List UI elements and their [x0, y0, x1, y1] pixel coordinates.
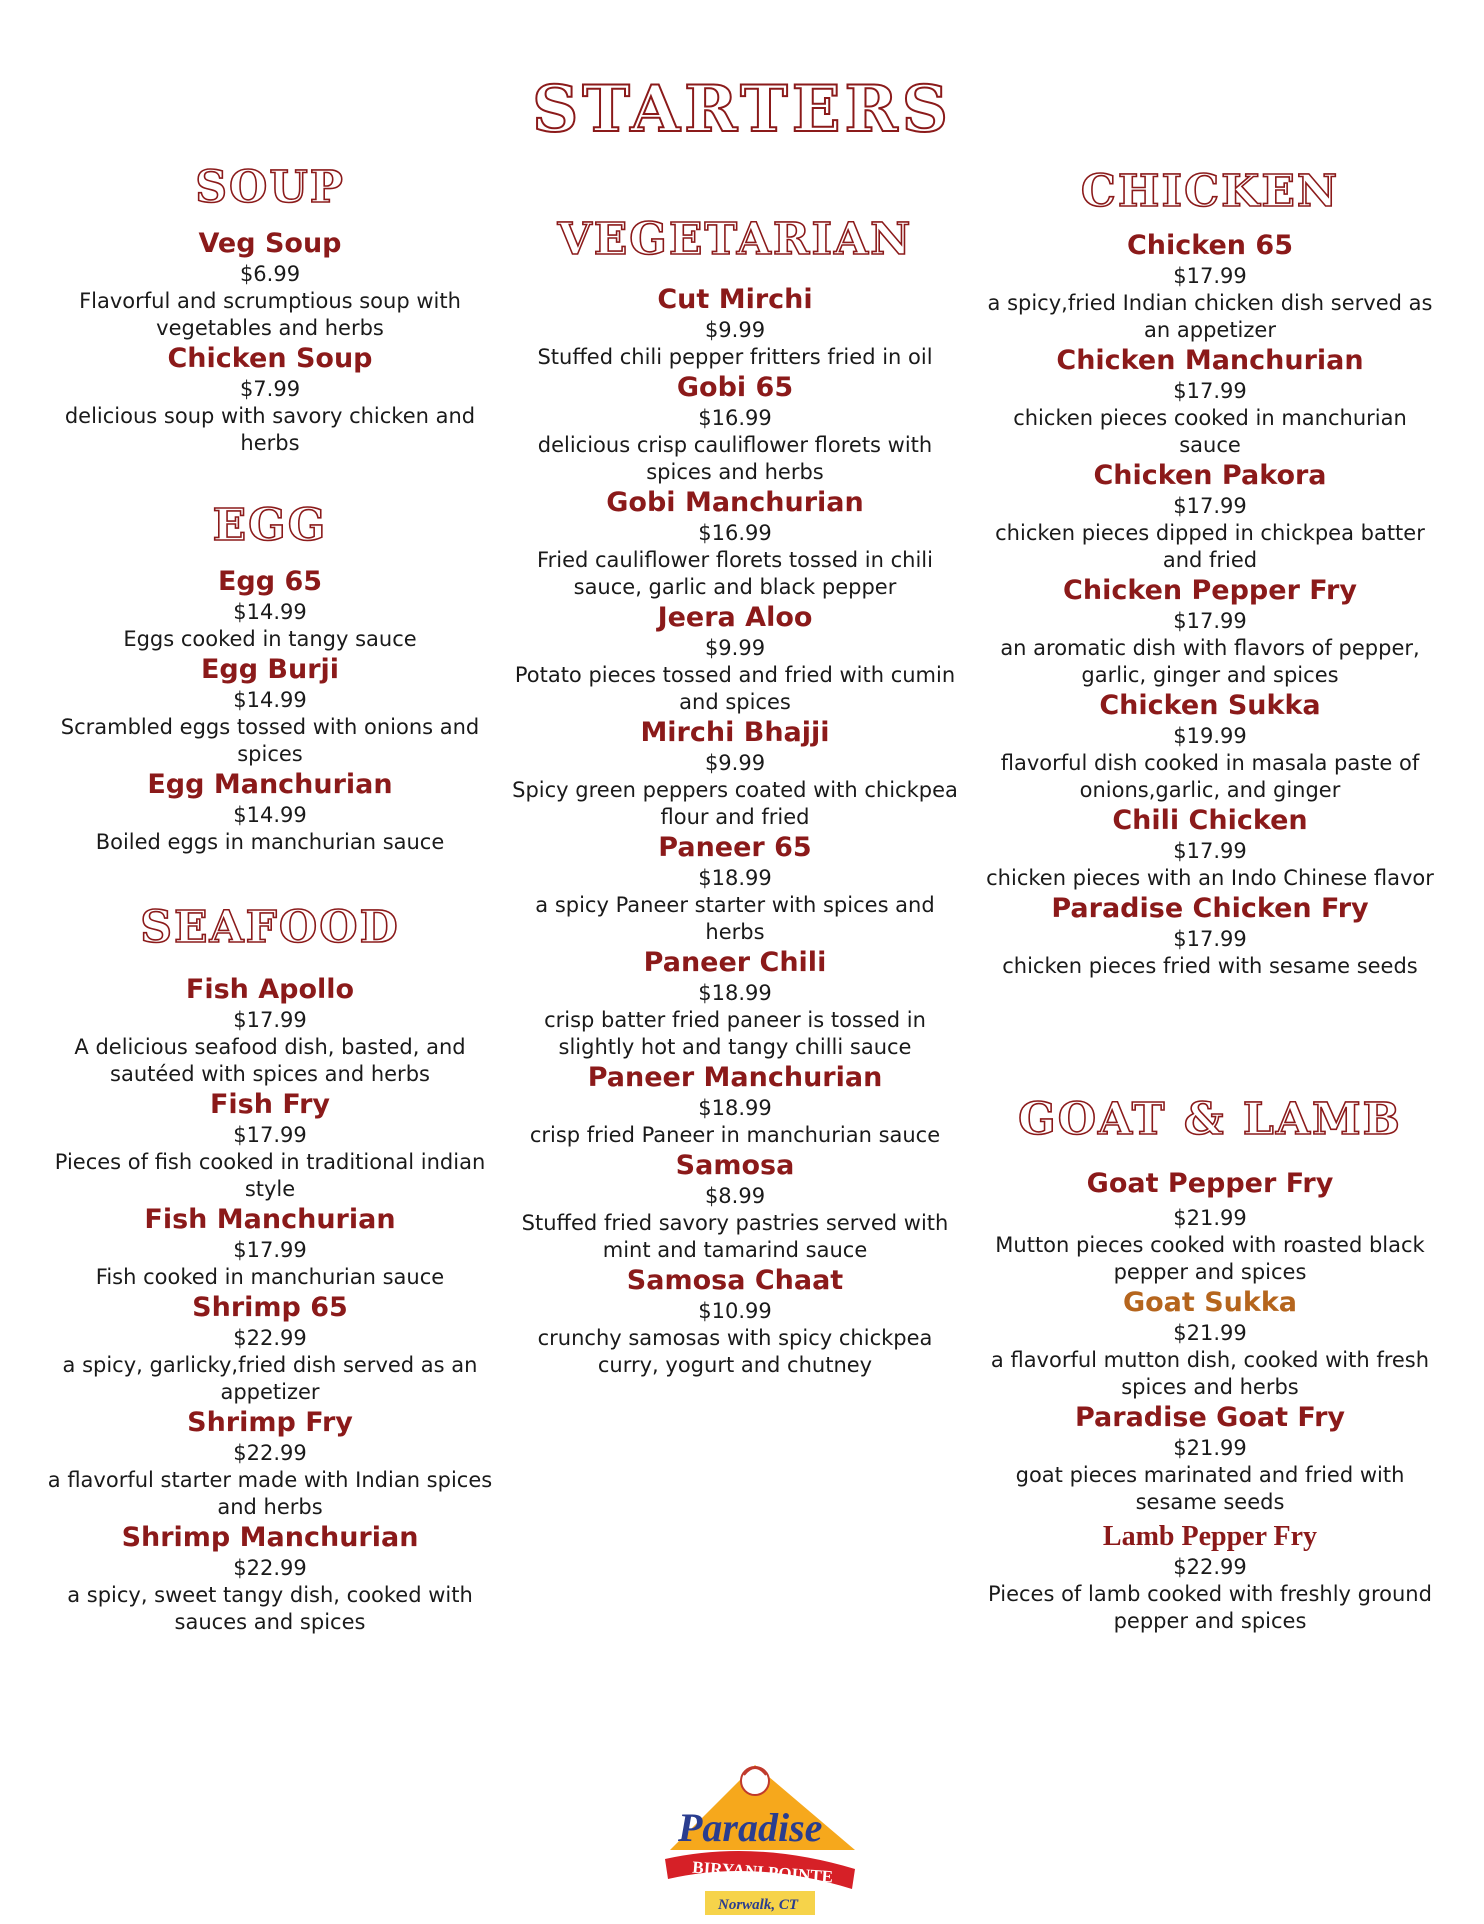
menu-item — [40, 973, 500, 1088]
menu-item — [40, 1088, 500, 1203]
soup-section — [40, 162, 500, 457]
item-desc: Boiled eggs in manchurian sauce — [95, 830, 445, 854]
item-price: $7.99 — [239, 377, 301, 401]
item-desc: Stuffed fried savory pastries served with mint and tamarind sauce — [521, 1211, 949, 1262]
item-price: $17.99 — [1173, 609, 1247, 633]
item-desc: crisp fried Paneer in manchurian sauce — [529, 1123, 941, 1147]
svg-text:Norwalk, CT: Norwalk, CT — [718, 1897, 799, 1913]
item-desc: Spicy green peppers coated with chickpea flour and fried — [512, 778, 958, 829]
item-name: Shrimp 65 — [192, 1292, 348, 1323]
menu-item — [40, 1521, 500, 1636]
svg-text:BIRYANI POINTE: BIRYANI POINTE — [691, 1857, 834, 1887]
restaurant-logo — [640, 1755, 870, 1920]
item-price: $17.99 — [233, 1008, 307, 1032]
item-name: Samosa — [675, 1150, 795, 1181]
item-desc: Pieces of lamb cooked with freshly ground pepper and spices — [988, 1582, 1432, 1633]
menu-item — [40, 1406, 500, 1521]
item-name: Shrimp Fry — [187, 1407, 353, 1438]
item-desc: an aromatic dish with flavors of pepper, garlic, ginger and spices — [1000, 636, 1420, 687]
item-price: $21.99 — [1173, 1206, 1247, 1230]
item-name: Paneer Chili — [643, 947, 827, 978]
seafood-section — [40, 902, 500, 1636]
item-price: $14.99 — [233, 600, 307, 624]
menu-item — [500, 831, 970, 946]
item-price: $8.99 — [704, 1184, 766, 1208]
item-name: Samosa Chaat — [626, 1265, 844, 1296]
item-desc: delicious crisp cauliflower florets with spices and herbs — [537, 433, 933, 484]
item-name: Cut Mirchi — [657, 284, 813, 315]
item-desc: a spicy, garlicky,fried dish served as an appetizer — [62, 1353, 478, 1404]
item-name: Fish Apollo — [185, 974, 355, 1005]
soup-title: SOUP — [195, 162, 345, 213]
menu-item — [500, 1264, 970, 1379]
menu-item — [975, 1401, 1445, 1516]
goat-lamb-section — [975, 1094, 1445, 1635]
item-name: Paneer Manchurian — [587, 1062, 883, 1093]
menu-item — [500, 371, 970, 486]
menu-item — [975, 1167, 1445, 1286]
item-desc: Scrambled eggs tossed with onions and spices — [60, 715, 480, 766]
item-name: Chicken Pepper Fry — [1063, 575, 1357, 606]
item-name: Chicken 65 — [1126, 230, 1294, 261]
menu-item — [40, 1203, 500, 1291]
item-price: $17.99 — [1173, 379, 1247, 403]
item-desc: Mutton pieces cooked with roasted black pepper and spices — [995, 1233, 1425, 1284]
item-price: $22.99 — [233, 1556, 307, 1580]
item-name: Gobi 65 — [676, 372, 794, 403]
item-name: Paradise Chicken Fry — [1051, 893, 1369, 924]
item-price: $21.99 — [1173, 1321, 1247, 1345]
item-name: Gobi Manchurian — [606, 487, 864, 518]
chicken-section — [975, 166, 1445, 980]
menu-item — [40, 1291, 500, 1406]
item-desc: Pieces of fish cooked in traditional indian style — [54, 1150, 486, 1201]
item-price: $16.99 — [698, 521, 772, 545]
item-desc: Fish cooked in manchurian sauce — [95, 1265, 445, 1289]
item-price: $14.99 — [233, 688, 307, 712]
menu-item — [975, 689, 1445, 804]
item-price: $16.99 — [698, 406, 772, 430]
item-name: Mirchi Bhajji — [640, 717, 830, 748]
item-desc: Fried cauliflower florets tossed in chili sauce, garlic and black pepper — [537, 548, 933, 599]
item-price: $21.99 — [1173, 1436, 1247, 1460]
item-price: $9.99 — [704, 318, 766, 342]
menu-item — [40, 768, 500, 856]
menu-item — [975, 1286, 1445, 1401]
egg-section — [40, 500, 500, 856]
item-price: $9.99 — [704, 751, 766, 775]
item-desc: chicken pieces fried with sesame seeds — [1002, 954, 1418, 978]
item-desc: Potato pieces tossed and fried with cumin and spices — [514, 663, 956, 714]
item-price: $10.99 — [698, 1299, 772, 1323]
item-price: $19.99 — [1173, 724, 1247, 748]
menu-item — [40, 227, 500, 342]
item-name: Egg 65 — [217, 566, 323, 597]
item-desc: chicken pieces with an Indo Chinese flavor — [986, 866, 1434, 890]
item-name: Veg Soup — [198, 228, 342, 259]
menu-item — [40, 342, 500, 457]
menu-item — [975, 574, 1445, 689]
page-title: STARTERS — [532, 72, 952, 147]
item-name: Fish Fry — [209, 1089, 331, 1120]
seafood-title: SEAFOOD — [140, 902, 400, 953]
item-name: Goat Sukka — [1122, 1287, 1298, 1318]
item-price: $17.99 — [233, 1238, 307, 1262]
item-desc: a spicy Paneer starter with spices and herbs — [535, 893, 935, 944]
logo-graphic — [640, 1755, 870, 1920]
item-price: $14.99 — [233, 803, 307, 827]
item-desc: crisp batter fried paneer is tossed in slightly hot and tangy chilli sauce — [544, 1008, 926, 1059]
menu-item — [500, 486, 970, 601]
item-price: $17.99 — [1173, 264, 1247, 288]
menu-item — [500, 716, 970, 831]
menu-item — [975, 1520, 1445, 1635]
item-price: $6.99 — [239, 262, 301, 286]
item-name: Paradise Goat Fry — [1074, 1402, 1346, 1433]
item-desc: Flavorful and scrumptious soup with vegetables and herbs — [79, 289, 461, 340]
item-price: $18.99 — [698, 866, 772, 890]
item-desc: chicken pieces cooked in manchurian sauce — [1013, 406, 1407, 457]
item-name: Chicken Sukka — [1099, 690, 1321, 721]
menu-item — [500, 283, 970, 371]
vegetarian-section — [500, 214, 970, 1379]
menu-item — [40, 565, 500, 653]
item-desc: a flavorful starter made with Indian spices and herbs — [47, 1468, 493, 1519]
menu-item — [500, 946, 970, 1061]
menu-item — [975, 804, 1445, 892]
item-name: Shrimp Manchurian — [121, 1522, 419, 1553]
item-name: Chicken Manchurian — [1056, 345, 1364, 376]
item-price: $22.99 — [233, 1441, 307, 1465]
item-name: Fish Manchurian — [144, 1204, 396, 1235]
menu-item — [500, 1061, 970, 1149]
goat-lamb-title: GOAT & LAMB — [1018, 1094, 1402, 1145]
item-price: $22.99 — [1173, 1555, 1247, 1579]
menu-item — [975, 229, 1445, 344]
item-name: Egg Burji — [200, 654, 340, 685]
item-name: Egg Manchurian — [147, 769, 393, 800]
item-price: $18.99 — [698, 1096, 772, 1120]
item-desc: crunchy samosas with spicy chickpea curry, yogurt and chutney — [537, 1326, 933, 1377]
item-name: Paneer 65 — [658, 832, 812, 863]
chicken-title: CHICKEN — [1080, 166, 1340, 217]
item-desc: a spicy, sweet tangy dish, cooked with sauces and spices — [67, 1583, 473, 1634]
item-price: $18.99 — [698, 981, 772, 1005]
item-name: Lamb Pepper Fry — [1102, 1521, 1318, 1552]
item-price: $17.99 — [233, 1123, 307, 1147]
item-desc: Eggs cooked in tangy sauce — [123, 627, 417, 651]
item-name: Chicken Soup — [167, 343, 373, 374]
item-price: $17.99 — [1173, 494, 1247, 518]
item-price: $9.99 — [704, 636, 766, 660]
item-price: $22.99 — [233, 1326, 307, 1350]
egg-title: EGG — [212, 500, 328, 551]
item-price: $17.99 — [1173, 927, 1247, 951]
item-desc: A delicious seafood dish, basted, and sautéed with spices and herbs — [74, 1035, 466, 1086]
menu-item — [975, 459, 1445, 574]
item-name: Chicken Pakora — [1093, 460, 1327, 491]
item-desc: goat pieces marinated and fried with sesame seeds — [1015, 1463, 1405, 1514]
item-desc: a flavorful mutton dish, cooked with fresh spices and herbs — [990, 1348, 1430, 1399]
item-price: $17.99 — [1173, 839, 1247, 863]
item-name: Jeera Aloo — [657, 602, 813, 633]
item-desc: flavorful dish cooked in masala paste of onions,garlic, and ginger — [1000, 751, 1420, 802]
item-desc: a spicy,fried Indian chicken dish served as an appetizer — [987, 291, 1433, 342]
item-desc: delicious soup with savory chicken and herbs — [64, 404, 476, 455]
menu-item — [500, 1149, 970, 1264]
item-name: Goat Pepper Fry — [1086, 1168, 1334, 1199]
vegetarian-title: VEGETARIAN — [557, 214, 913, 265]
menu-item — [40, 653, 500, 768]
svg-text:Paradise: Paradise — [678, 1805, 823, 1850]
menu-item — [975, 892, 1445, 980]
item-desc: chicken pieces dipped in chickpea batter and fried — [995, 521, 1425, 572]
menu-item — [975, 344, 1445, 459]
menu-item — [500, 601, 970, 716]
item-desc: Stuffed chili pepper fritters fried in oil — [537, 345, 933, 369]
item-name: Chili Chicken — [1112, 805, 1308, 836]
